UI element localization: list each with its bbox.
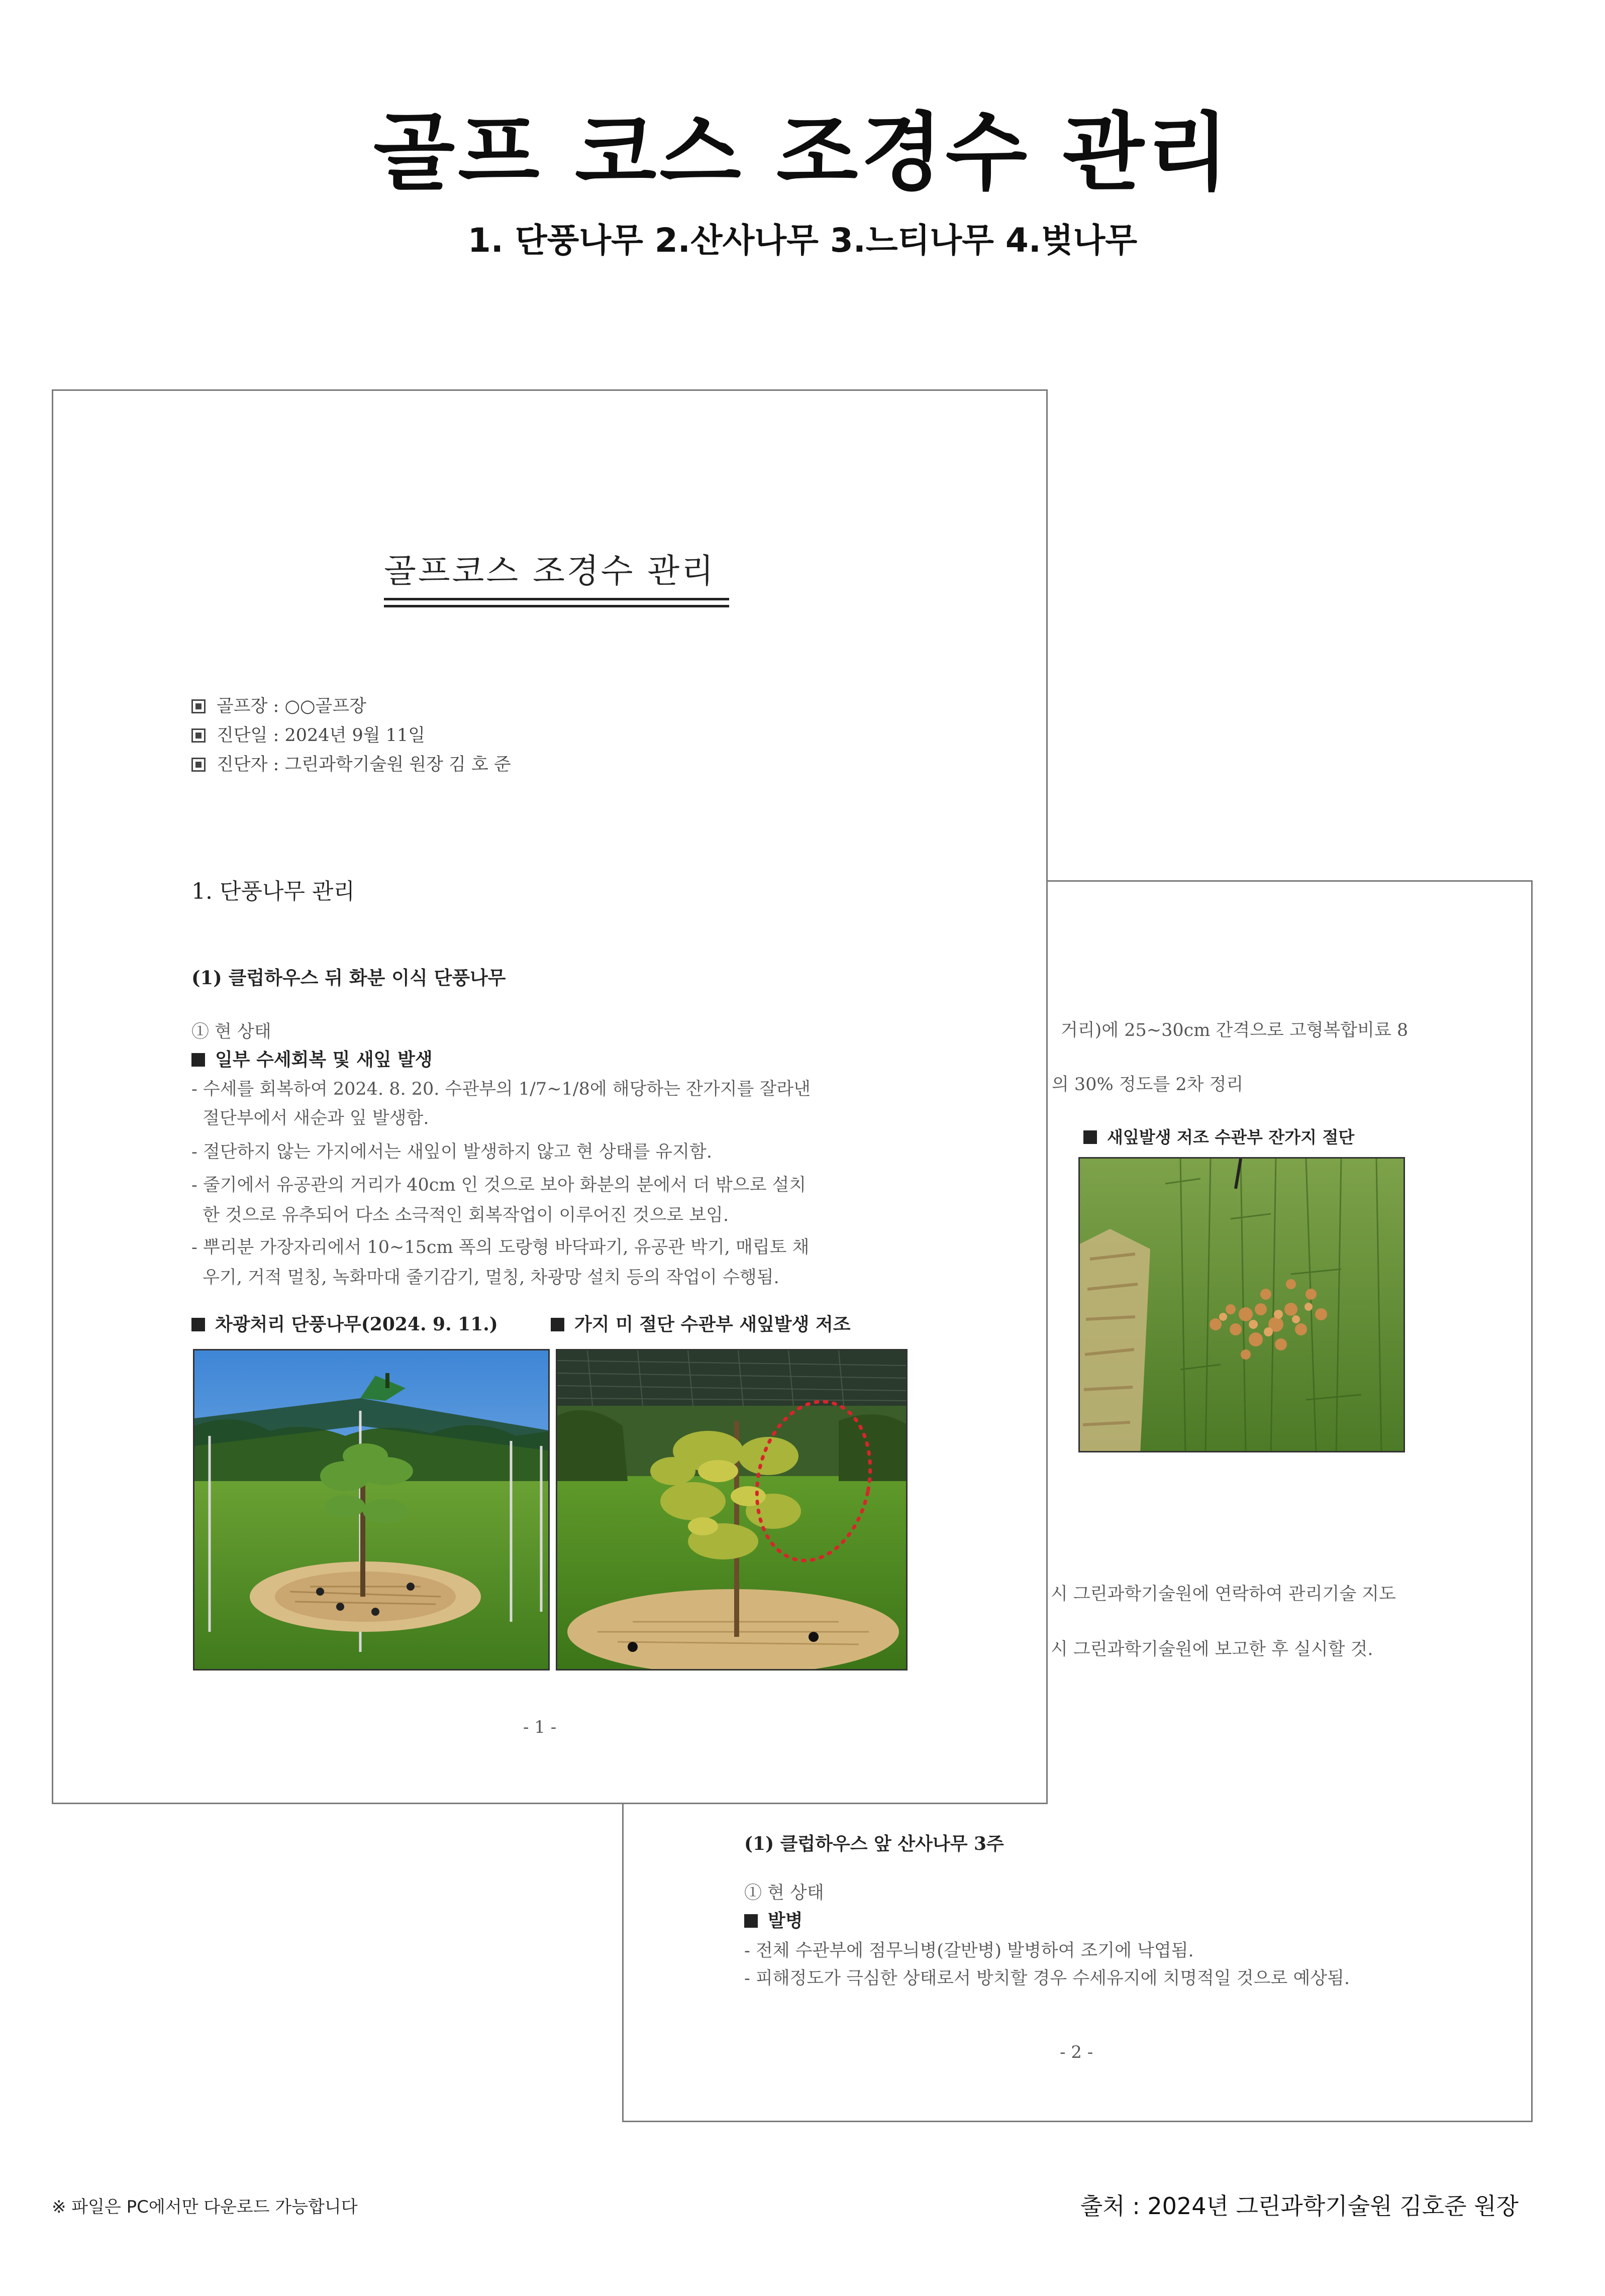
page2-photo-grass [1078, 1157, 1405, 1452]
bold-point: 일부 수세회복 및 새잎 발생 [191, 1046, 433, 1071]
photo-maple-new-leaves [556, 1349, 908, 1671]
page2-line-a: 거리)에 25~30cm 간격으로 고형복합비료 8 [1061, 1020, 1409, 1040]
body-line-4: - 줄기에서 유공관의 거리가 40cm 인 것으로 보아 화분의 분에서 더 밖으로 설치 [191, 1175, 807, 1195]
main-title: 골프 코스 조경수 관리 [373, 103, 1232, 202]
page2-line-b: 의 30% 정도를 2차 정리 [1052, 1075, 1244, 1095]
section-heading: 1. 단풍나무 관리 [191, 879, 355, 904]
page2-subsection: (1) 클럽하우스 앞 산사나무 3주 [744, 1833, 1004, 1854]
meta-date: 진단일 : 2024년 9월 11일 [191, 721, 425, 747]
page2-line-d: 시 그린과학기술원에 보고한 후 실시할 것. [1051, 1639, 1373, 1659]
grass-with-leaves-photo [1080, 1159, 1405, 1452]
photo-shaded-maple [193, 1349, 550, 1671]
photo-caption-right: 가지 미 절단 수관부 새잎발생 저조 [551, 1310, 851, 1336]
status-label: ① 현 상태 [191, 1022, 271, 1042]
title-underline [384, 598, 729, 600]
title-underline-2 [384, 605, 729, 607]
download-note: ※ 파일은 PC에서만 다운로드 가능합니다 [52, 2197, 358, 2217]
meta-inspector: 진단자 : 그린과학기술원 원장 김 호 준 [191, 751, 511, 776]
square-bullet-icon [191, 728, 206, 743]
square-bullet-icon [191, 758, 206, 772]
meta-golf-course: 골프장 : ○○골프장 [191, 692, 366, 717]
maple-closeup-photo [557, 1350, 908, 1671]
body-line-2: 절단부에서 새순과 잎 발생함. [191, 1108, 429, 1128]
body-line-5: 한 것으로 유추되어 다소 소극적인 회복작업이 이루어진 것으로 보임. [191, 1205, 729, 1225]
body-line-1: - 수세를 회복하여 2024. 8. 20. 수관부의 1/7~1/8에 해당하는 잔가지를 잘라낸 [191, 1079, 811, 1099]
bullet-square-icon [744, 1914, 758, 1928]
page2-bold-point: 발병 [744, 1907, 803, 1932]
photo-caption-left: 차광처리 단풍나무(2024. 9. 11.) [191, 1310, 498, 1336]
page2-line-1: - 전체 수관부에 점무늬병(갈반병) 발병하여 조기에 낙엽됨. [744, 1941, 1194, 1961]
bullet-square-icon [191, 1318, 205, 1331]
body-line-7: 우기, 거적 멀칭, 녹화마대 줄기감기, 멀칭, 차광망 설치 등의 작업이 수행됨. [191, 1268, 779, 1288]
document-page-1 [52, 389, 1048, 1804]
maple-tree-photo [194, 1350, 550, 1671]
bullet-square-icon [191, 1053, 205, 1067]
page2-page-number: - 2 - [1060, 2042, 1093, 2062]
page1-page-number: - 1 - [523, 1717, 557, 1737]
source-credit: 출처 : 2024년 그린과학기술원 김호준 원장 [1080, 2193, 1519, 2220]
page2-status-label: ① 현 상태 [744, 1883, 824, 1903]
page2-line-c: 시 그린과학기술원에 연락하여 관리기술 지도 [1051, 1584, 1396, 1604]
doc-title: 골프코스 조경수 관리 [384, 552, 716, 590]
bullet-square-icon [1083, 1130, 1097, 1144]
page2-line-2: - 피해정도가 극심한 상태로서 방치할 경우 수세유지에 치명적일 것으로 예상됨. [744, 1968, 1350, 1989]
page2-photo-caption: 새잎발생 저조 수관부 잔가지 절단 [1083, 1124, 1354, 1148]
body-line-6: - 뿌리분 가장자리에서 10~15cm 폭의 도랑형 바닥파기, 유공관 박기, 매립토 채 [191, 1237, 810, 1258]
subtitle: 1. 단풍나무 2.산사나무 3.느티나무 4.벚나무 [467, 221, 1138, 260]
body-line-3: - 절단하지 않는 가지에서는 새잎이 발생하지 않고 현 상태를 유지함. [191, 1142, 712, 1162]
subsection-heading: (1) 클럽하우스 뒤 화분 이식 단풍나무 [191, 967, 506, 989]
bullet-square-icon [551, 1318, 564, 1331]
square-bullet-icon [191, 699, 206, 713]
